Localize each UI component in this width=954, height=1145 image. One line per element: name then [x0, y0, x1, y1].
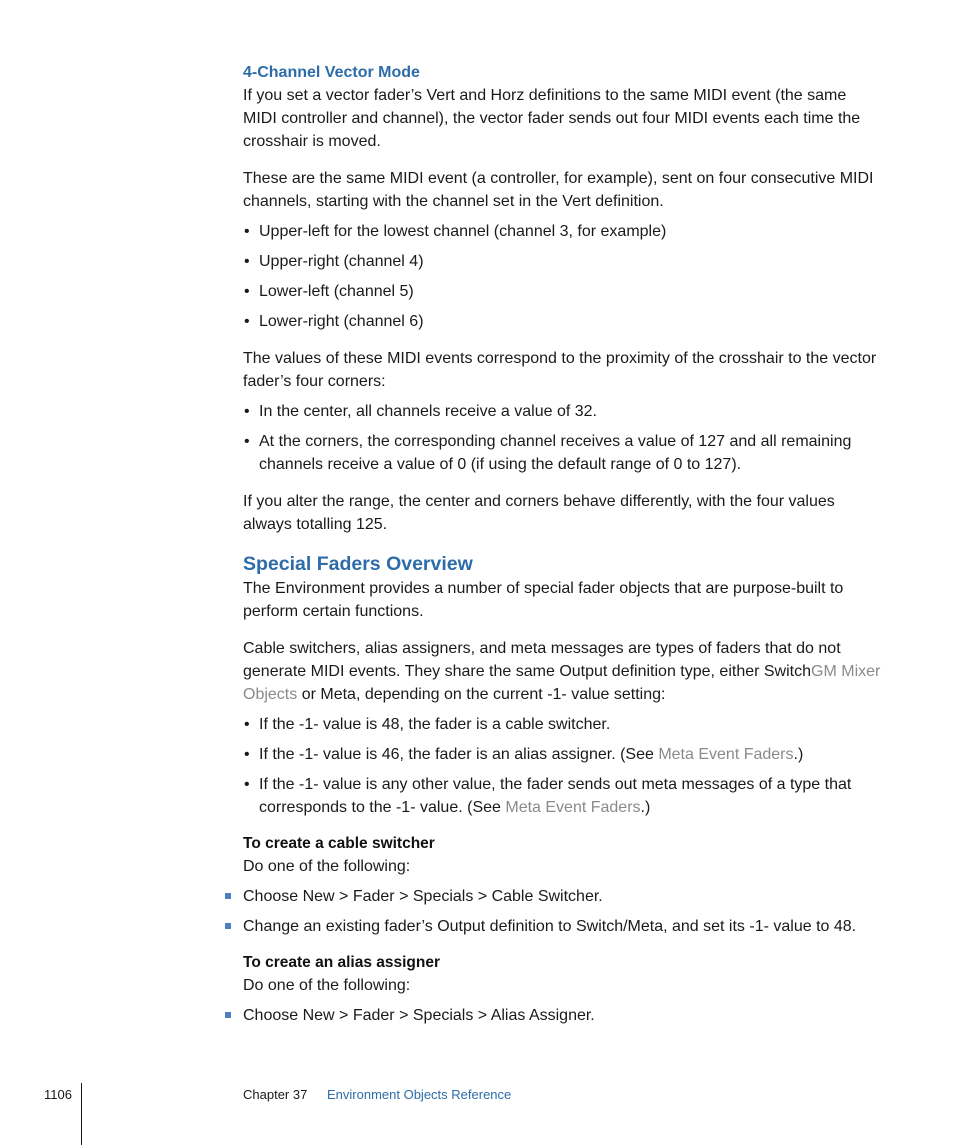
page-number: 1106	[44, 1087, 72, 1102]
bullet-icon: •	[244, 716, 250, 733]
paragraph: These are the same MIDI event (a controller, for example), sent on four consecutive MIDI channels, starting with the channel set in the Vert definition.	[243, 170, 874, 210]
square-bullet-icon	[225, 1012, 231, 1018]
link-gm-mixer-objects[interactable]: GM Mixer Objects	[243, 663, 881, 703]
paragraph: If you alter the range, the center and corners behave differently, with the four values always totalling 125.	[243, 493, 835, 533]
footer-chapter-title: Environment Objects Reference	[327, 1087, 512, 1102]
list-item: • In the center, all channels receive a value of 32.	[243, 400, 883, 423]
list-item: • Upper-left for the lowest channel (channel 3, for example)	[243, 220, 883, 243]
paragraph: Cable switchers, alias assigners, and meta messages are types of faders that do not generate MIDI events. They share the same Output definition type, either SwitchGM Mixer Objects or Meta, depending on the current -1- value setting:	[243, 640, 881, 703]
bullet-icon: •	[244, 776, 250, 793]
list-item: • If the -1- value is 46, the fader is an alias assigner. (See Meta Event Faders.)	[243, 743, 883, 766]
section-heading-special-faders-overview: Special Faders Overview	[243, 553, 473, 575]
bullet-icon: •	[244, 223, 250, 240]
list-item: • At the corners, the corresponding channel receives a value of 127 and all remaining channels receive a value of 0 (if using the default range of 0 to 127).	[243, 430, 883, 476]
step-list-cable-switcher	[243, 885, 883, 938]
bullet-icon: •	[244, 313, 250, 330]
list-item: • Upper-right (channel 4)	[243, 250, 883, 273]
paragraph: If you set a vector fader’s Vert and Horz definitions to the same MIDI event (the same MIDI controller and channel), the vector fader sends out four MIDI events each time the crosshair is moved.	[243, 87, 861, 150]
bullet-icon: •	[244, 253, 250, 270]
paragraph: Do one of the following:	[243, 858, 411, 875]
bullet-list-values	[243, 400, 883, 476]
link-meta-event-faders[interactable]: Meta Event Faders	[658, 746, 794, 763]
task-heading-alias-assigner: To create an alias assigner	[243, 954, 441, 971]
bullet-icon: •	[244, 403, 250, 420]
footer-chapter: Chapter 37	[243, 1087, 308, 1102]
link-meta-event-faders[interactable]: Meta Event Faders	[505, 799, 641, 816]
bullet-list-channels	[243, 220, 883, 333]
list-item: • Lower-right (channel 6)	[243, 310, 883, 333]
section-heading-4-channel-vector-mode: 4-Channel Vector Mode	[243, 64, 420, 81]
list-item: Choose New > Fader > Specials > Alias Assigner.	[243, 1004, 883, 1027]
square-bullet-icon	[225, 923, 231, 929]
paragraph: Do one of the following:	[243, 977, 411, 994]
step-list-alias-assigner	[243, 1004, 883, 1027]
bullet-icon: •	[244, 746, 250, 763]
footer-divider	[81, 1083, 82, 1145]
list-item: • Lower-left (channel 5)	[243, 280, 883, 303]
list-item: • If the -1- value is 48, the fader is a cable switcher.	[243, 713, 883, 736]
list-item: Change an existing fader’s Output definition to Switch/Meta, and set its -1- value to 48.	[243, 915, 883, 938]
list-item: • If the -1- value is any other value, the fader sends out meta messages of a type that corresponds to the -1- value. (See Meta Event Faders.)	[243, 773, 883, 819]
square-bullet-icon	[225, 893, 231, 899]
paragraph: The Environment provides a number of special fader objects that are purpose-built to perform certain functions.	[243, 580, 844, 620]
paragraph: The values of these MIDI events correspond to the proximity of the crosshair to the vector fader’s four corners:	[243, 350, 877, 390]
bullet-icon: •	[244, 283, 250, 300]
bullet-icon: •	[244, 433, 250, 450]
list-item: Choose New > Fader > Specials > Cable Switcher.	[243, 885, 883, 908]
bullet-list-fader-types	[243, 713, 883, 819]
task-heading-cable-switcher: To create a cable switcher	[243, 835, 435, 852]
page-content	[243, 62, 883, 1034]
